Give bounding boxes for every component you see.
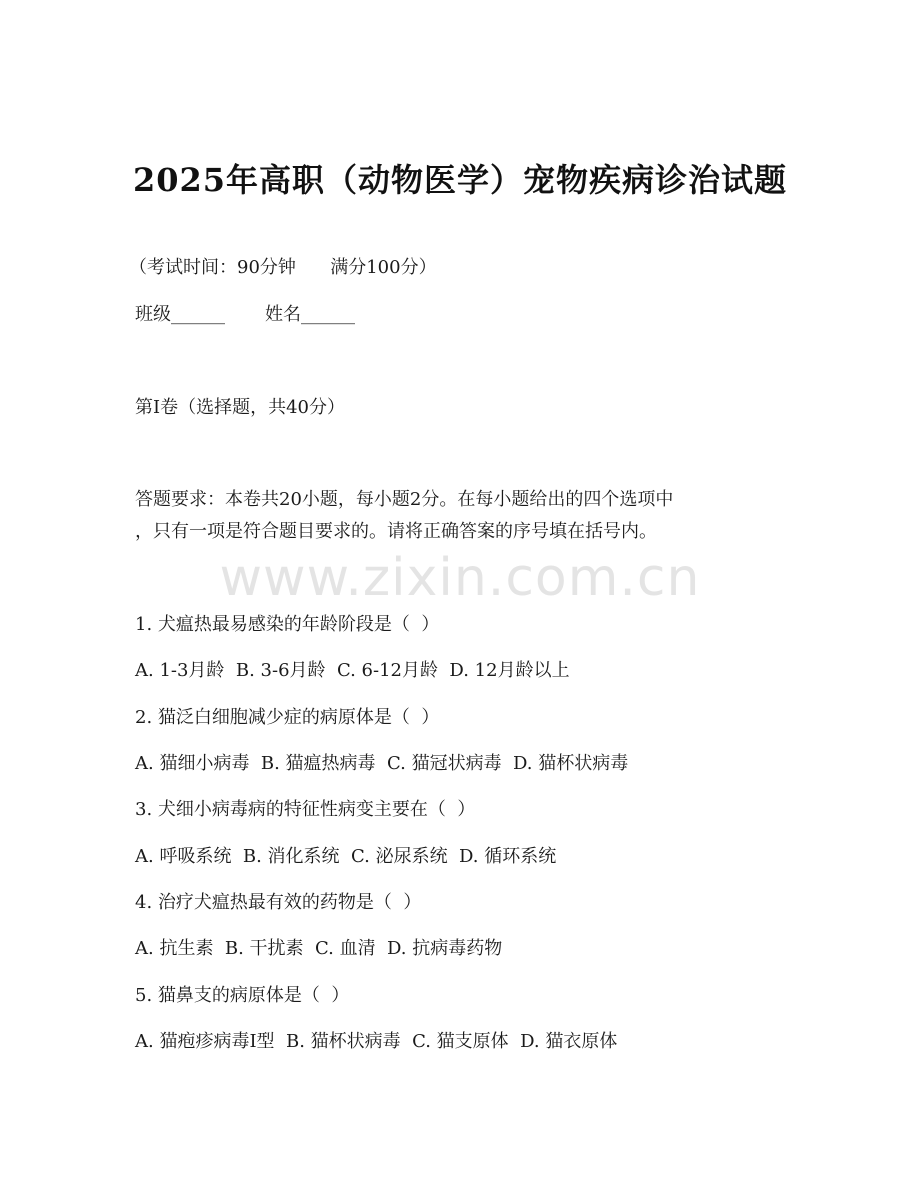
question-3-stem: 3. 犬细小病毒病的特征性病变主要在（ ） — [135, 799, 476, 820]
question-5-stem: 5. 猫鼻支的病原体是（ ） — [135, 985, 350, 1006]
question-2-stem: 2. 猫泛白细胞减少症的病原体是（ ） — [135, 707, 440, 728]
instructions-line-1: 答题要求：本卷共20小题，每小题2分。在每小题给出的四个选项中 — [135, 489, 674, 510]
question-3-options: A. 呼吸系统 B. 消化系统 C. 泌尿系统 D. 循环系统 — [135, 846, 557, 867]
question-1-options: A. 1-3月龄 B. 3-6月龄 C. 6-12月龄 D. 12月龄以上 — [135, 660, 570, 681]
watermark: www.zixin.com.cn — [219, 548, 701, 608]
instructions-line-2: ，只有一项是符合题目要求的。请将正确答案的序号填在括号内。 — [135, 521, 657, 542]
question-1-stem: 1. 犬瘟热最易感染的年龄阶段是（ ） — [135, 614, 440, 635]
section-title: 第I卷（选择题，共40分） — [135, 397, 346, 418]
exam-info: （考试时间：90分钟 满分100分） — [129, 257, 437, 278]
question-2-options: A. 猫细小病毒 B. 猫瘟热病毒 C. 猫冠状病毒 D. 猫杯状病毒 — [135, 753, 629, 774]
class-name-line: 班级______ 姓名______ — [135, 304, 356, 325]
document-title: 2025年高职（动物医学）宠物疾病诊治试题 — [132, 161, 788, 199]
question-4-options: A. 抗生素 B. 干扰素 C. 血清 D. 抗病毒药物 — [135, 938, 503, 959]
question-4-stem: 4. 治疗犬瘟热最有效的药物是（ ） — [135, 892, 422, 913]
question-5-options: A. 猫疱疹病毒I型 B. 猫杯状病毒 C. 猫支原体 D. 猫衣原体 — [135, 1031, 618, 1052]
